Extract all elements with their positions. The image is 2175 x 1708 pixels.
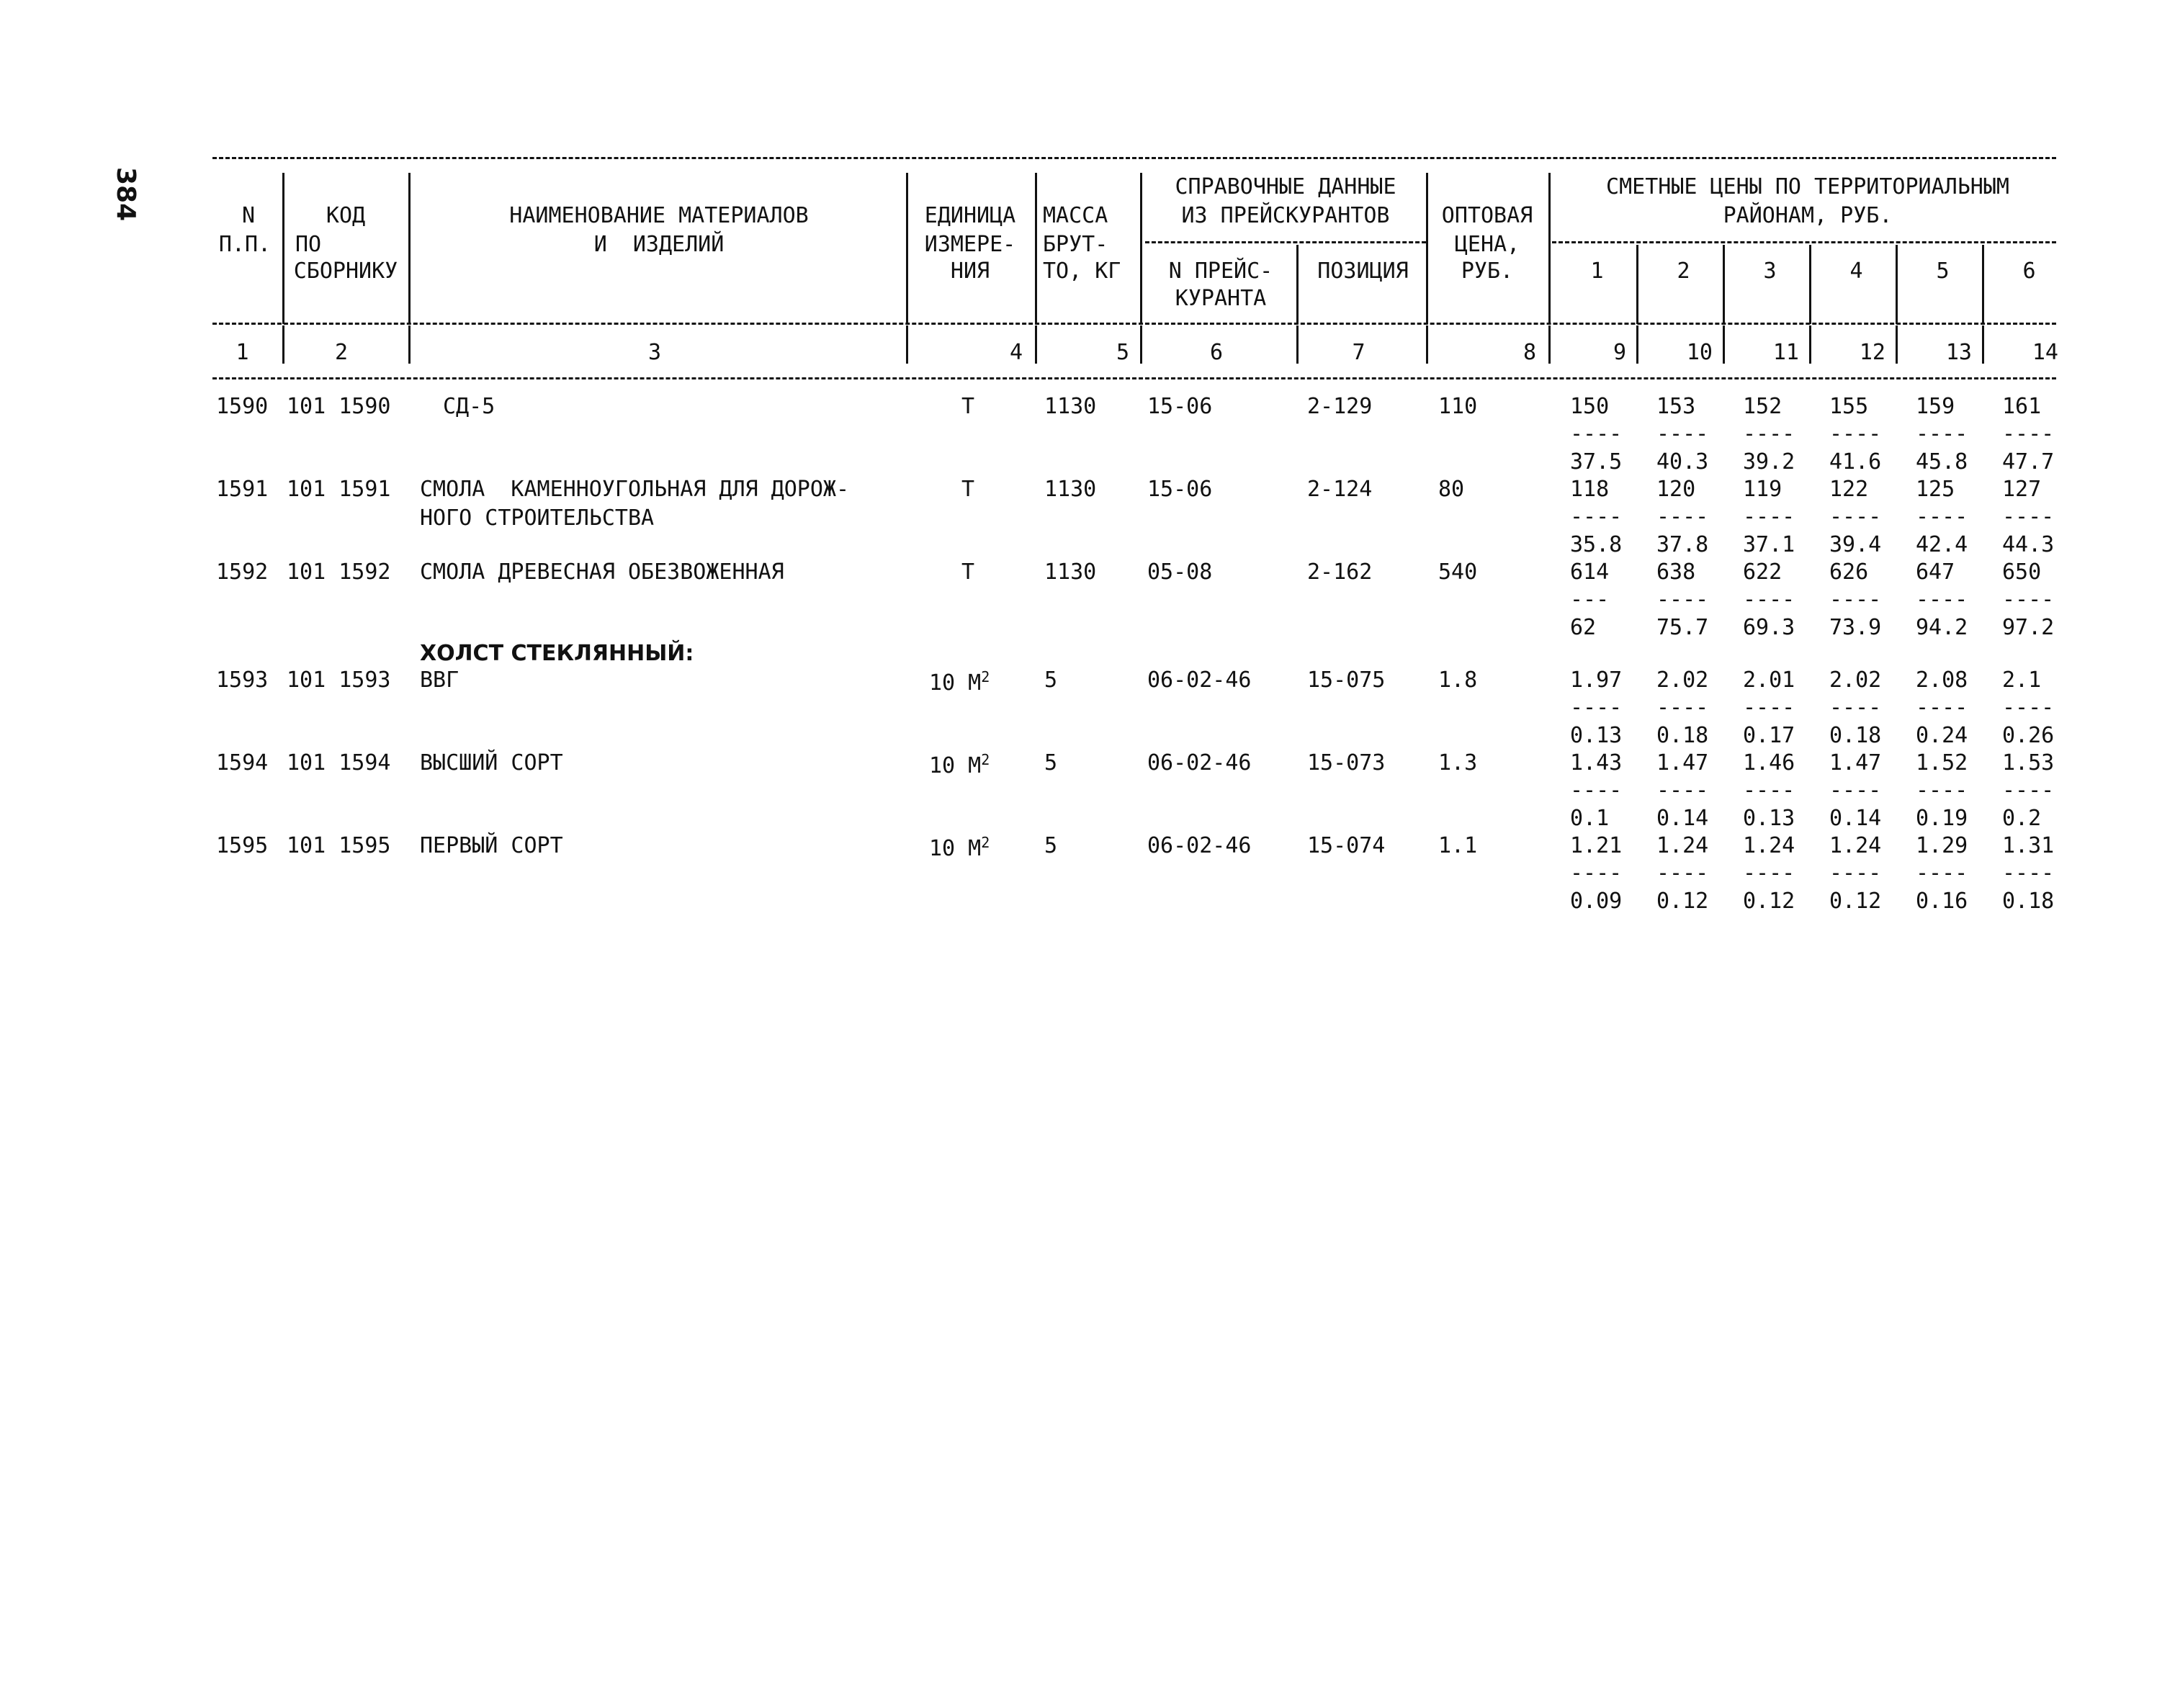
region-price-transport: 0.24 [1916, 723, 1968, 748]
row-pricelist: 05-08 [1147, 559, 1213, 585]
region-price: 122 [1829, 477, 1869, 502]
region-price-separator: ---- [1656, 421, 1709, 446]
region-price-separator: ---- [1570, 504, 1623, 529]
region-price: 1.53 [2002, 750, 2055, 776]
region-price-separator: ---- [1829, 421, 1882, 446]
region-price-transport: 0.18 [2002, 889, 2055, 914]
row-number: 1595 [216, 833, 269, 858]
region-price: 1.47 [1656, 750, 1709, 776]
region-price-separator: ---- [1656, 695, 1709, 720]
region-price-separator: ---- [2002, 695, 2055, 720]
region-price-transport: 0.26 [2002, 723, 2055, 748]
header-bottom-rule [212, 377, 2056, 379]
region-price: 1.43 [1570, 750, 1623, 776]
header-col4-line3: НИЯ [950, 259, 990, 284]
region-price-separator: ---- [1829, 778, 1882, 803]
row-mass: 5 [1044, 668, 1058, 693]
row-name: ПЕРВЫЙ СОРТ [420, 833, 563, 858]
header-col6-line1: N ПРЕЙС- [1168, 259, 1273, 284]
column-number: 6 [1209, 340, 1224, 365]
region-price-separator: ---- [1916, 421, 1968, 446]
region-price: 650 [2002, 559, 2042, 585]
row-wholesale: 80 [1438, 477, 1465, 502]
row-unit [929, 835, 990, 860]
header-col8-line1: ОПТОВАЯ [1441, 203, 1533, 228]
row-unit-text: Т [961, 559, 975, 585]
region-price: 152 [1743, 394, 1782, 419]
region-price-transport: 41.6 [1829, 449, 1882, 475]
page-number: 384 [111, 167, 140, 222]
table-divider [1809, 245, 1811, 324]
region-price-transport: 37.8 [1656, 532, 1709, 557]
table-divider [1548, 325, 1551, 364]
row-position: 2-124 [1307, 477, 1373, 502]
column-number: 1 [236, 340, 249, 365]
region-price-transport: 37.1 [1743, 532, 1795, 557]
region-price: 2.1 [2002, 668, 2042, 693]
row-unit [929, 752, 990, 777]
header-regions-line1: СМЕТНЫЕ ЦЕНЫ ПО ТЕРРИТОРИАЛЬНЫМ [1606, 174, 2009, 199]
region-price-transport: 0.14 [1829, 806, 1882, 831]
row-name: НОГО СТРОИТЕЛЬСТВА [420, 505, 655, 531]
region-price: 1.24 [1829, 833, 1882, 858]
region-price: 1.52 [1916, 750, 1968, 776]
region-price: 1.97 [1570, 668, 1623, 693]
column-number: 4 [1009, 340, 1023, 365]
row-wholesale: 1.8 [1438, 668, 1478, 693]
table-divider [1035, 173, 1037, 324]
row-wholesale: 1.3 [1438, 750, 1478, 776]
region-price: 2.02 [1829, 668, 1882, 693]
row-name: ВЫСШИЙ СОРТ [420, 750, 563, 776]
region-price-separator: ---- [1570, 778, 1623, 803]
region-price-transport: 0.16 [1916, 889, 1968, 914]
header-col3-line1: НАИМЕНОВАНИЕ МАТЕРИАЛОВ [509, 203, 809, 228]
row-code: 101 1590 [287, 394, 391, 419]
region-price: 638 [1656, 559, 1696, 585]
regions-rule [1552, 241, 2056, 243]
region-price-transport: 44.3 [2002, 532, 2055, 557]
table-divider [1140, 173, 1142, 324]
row-unit-text: 10 М [929, 753, 982, 778]
region-price-transport: 39.2 [1743, 449, 1795, 475]
row-pricelist: 15-06 [1147, 477, 1213, 502]
region-price-separator: ---- [2002, 587, 2055, 612]
region-price-transport: 0.09 [1570, 889, 1623, 914]
region-price-separator: ---- [1743, 778, 1795, 803]
column-number: 14 [2032, 340, 2058, 365]
region-price-transport: 0.1 [1570, 806, 1610, 831]
header-col2-line1: КОД [326, 203, 366, 228]
region-price-transport: 47.7 [2002, 449, 2055, 475]
region-price-separator: ---- [1916, 778, 1968, 803]
table-divider [906, 325, 908, 364]
region-price-separator: ---- [1916, 504, 1968, 529]
region-price: 1.47 [1829, 750, 1882, 776]
header-col5-line3: ТО, КГ [1043, 259, 1121, 284]
region-price-transport: 73.9 [1829, 615, 1882, 640]
row-wholesale: 110 [1438, 394, 1478, 419]
header-col8-line2: ЦЕНА, [1454, 232, 1520, 257]
header-region-number: 3 [1763, 259, 1777, 284]
row-number: 1594 [216, 750, 269, 776]
header-col5-line2: БРУТ- [1043, 232, 1108, 257]
region-price: 2.02 [1656, 668, 1709, 693]
region-price-transport: 94.2 [1916, 615, 1968, 640]
header-col1-line2: П.П. [218, 232, 272, 257]
table-divider [1636, 245, 1638, 324]
row-mass: 5 [1044, 833, 1058, 858]
region-price-separator: ---- [1916, 587, 1968, 612]
section-title: ХОЛСТ СТЕКЛЯННЫЙ: [420, 641, 694, 666]
table-divider [1426, 325, 1428, 364]
region-price-transport: 0.2 [2002, 806, 2042, 831]
group67-rule [1145, 241, 1426, 243]
header-region-number: 2 [1677, 259, 1690, 284]
region-price-transport: 0.18 [1656, 723, 1709, 748]
region-price-separator: ---- [1916, 860, 1968, 886]
row-wholesale: 540 [1438, 559, 1478, 585]
region-price-separator: ---- [2002, 860, 2055, 886]
region-price-transport: 37.5 [1570, 449, 1623, 475]
region-price: 1.24 [1656, 833, 1709, 858]
region-price: 127 [2002, 477, 2042, 502]
row-pricelist: 06-02-46 [1147, 833, 1252, 858]
row-mass: 1130 [1044, 394, 1097, 419]
region-price-separator: ---- [1743, 587, 1795, 612]
region-price-separator: ---- [1570, 695, 1623, 720]
region-price-separator: ---- [1829, 860, 1882, 886]
region-price: 622 [1743, 559, 1782, 585]
column-number: 2 [334, 340, 349, 365]
header-group67-line2: ИЗ ПРЕЙСКУРАНТОВ [1181, 203, 1390, 228]
region-price: 614 [1570, 559, 1610, 585]
table-divider [906, 173, 908, 324]
row-pricelist: 06-02-46 [1147, 750, 1252, 776]
region-price-separator: ---- [1829, 504, 1882, 529]
row-number: 1593 [216, 668, 269, 693]
header-region-number: 6 [2022, 259, 2036, 284]
region-price-transport: 35.8 [1570, 532, 1623, 557]
table-divider [408, 173, 411, 324]
header-regions-line2: РАЙОНАМ, РУБ. [1723, 203, 1893, 228]
region-price: 125 [1916, 477, 1955, 502]
region-price: 120 [1656, 477, 1696, 502]
row-name: СМОЛА КАМЕННОУГОЛЬНАЯ ДЛЯ ДОРОЖ- [420, 477, 850, 502]
row-code: 101 1593 [287, 668, 391, 693]
region-price-transport: 39.4 [1829, 532, 1882, 557]
region-price: 118 [1570, 477, 1610, 502]
region-price-separator: ---- [1570, 421, 1623, 446]
header-col4-line1: ЕДИНИЦА [924, 203, 1016, 228]
row-code: 101 1594 [287, 750, 391, 776]
row-number: 1592 [216, 559, 269, 585]
region-price-separator: ---- [1743, 860, 1795, 886]
region-price-transport: 69.3 [1743, 615, 1795, 640]
table-divider [1896, 245, 1898, 324]
header-col2-line3: СБОРНИКУ [293, 259, 398, 284]
region-price: 626 [1829, 559, 1869, 585]
header-region-number: 1 [1590, 259, 1604, 284]
header-group67-line1: СПРАВОЧНЫЕ ДАННЫЕ [1175, 174, 1396, 199]
region-price-separator: --- [1570, 587, 1610, 612]
row-number: 1591 [216, 477, 269, 502]
row-position: 2-129 [1307, 394, 1373, 419]
row-unit-text: 10 М [929, 670, 982, 696]
region-price-separator: ---- [2002, 421, 2055, 446]
region-price-separator: ---- [1656, 587, 1709, 612]
region-price-separator: ---- [1570, 860, 1623, 886]
row-name: ВВГ [420, 668, 459, 693]
header-col5-line1: МАССА [1043, 203, 1108, 228]
column-number: 10 [1686, 340, 1713, 365]
row-position: 15-075 [1307, 668, 1386, 693]
region-price: 161 [2002, 394, 2042, 419]
row-name: СМОЛА ДРЕВЕСНАЯ ОБЕЗВОЖЕННАЯ [420, 559, 784, 585]
region-price-transport: 0.12 [1829, 889, 1882, 914]
region-price-transport: 0.17 [1743, 723, 1795, 748]
row-position: 15-073 [1307, 750, 1386, 776]
region-price: 1.46 [1743, 750, 1795, 776]
row-unit-text: 10 М [929, 836, 982, 861]
row-number: 1590 [216, 394, 269, 419]
region-price-transport: 42.4 [1916, 532, 1968, 557]
region-price-transport: 0.13 [1570, 723, 1623, 748]
row-unit-superscript: 2 [981, 751, 990, 768]
header-top-rule [212, 157, 2056, 159]
region-price-transport: 0.13 [1743, 806, 1795, 831]
region-price: 2.01 [1743, 668, 1795, 693]
row-pricelist: 06-02-46 [1147, 668, 1252, 693]
region-price-separator: ---- [1656, 778, 1709, 803]
table-divider [1140, 325, 1142, 364]
header-col7: ПОЗИЦИЯ [1317, 259, 1409, 284]
row-unit-superscript: 2 [981, 834, 990, 851]
header-col1-line1: N [241, 203, 256, 228]
region-price-transport: 62 [1570, 615, 1597, 640]
header-col2-line2: ПО [295, 232, 322, 257]
header-region-number: 4 [1849, 259, 1863, 284]
region-price-separator: ---- [1743, 504, 1795, 529]
table-divider [282, 173, 284, 324]
row-unit-text: Т [961, 477, 975, 502]
table-divider [1296, 245, 1299, 324]
region-price: 647 [1916, 559, 1955, 585]
region-price-transport: 97.2 [2002, 615, 2055, 640]
region-price: 1.24 [1743, 833, 1795, 858]
column-number: 5 [1116, 340, 1129, 365]
region-price-separator: ---- [2002, 504, 2055, 529]
table-divider [1296, 325, 1299, 364]
header-col6-line2: КУРАНТА [1175, 286, 1267, 311]
column-number: 9 [1613, 340, 1626, 365]
row-code: 101 1595 [287, 833, 391, 858]
table-divider [1548, 173, 1551, 324]
column-number: 12 [1859, 340, 1885, 365]
header-col8-line3: РУБ. [1461, 259, 1514, 284]
region-price-transport: 45.8 [1916, 449, 1968, 475]
region-price: 1.31 [2002, 833, 2055, 858]
region-price-transport: 0.12 [1743, 889, 1795, 914]
row-unit [961, 559, 975, 585]
region-price-separator: ---- [1743, 695, 1795, 720]
row-wholesale: 1.1 [1438, 833, 1478, 858]
region-price-separator: ---- [1743, 421, 1795, 446]
header-col4-line2: ИЗМЕРЕ- [924, 232, 1016, 257]
region-price: 155 [1829, 394, 1869, 419]
region-price: 1.21 [1570, 833, 1623, 858]
row-unit [929, 670, 990, 694]
region-price: 1.29 [1916, 833, 1968, 858]
region-price-transport: 0.14 [1656, 806, 1709, 831]
row-code: 101 1591 [287, 477, 391, 502]
row-position: 2-162 [1307, 559, 1373, 585]
region-price-transport: 0.18 [1829, 723, 1882, 748]
column-number: 11 [1772, 340, 1799, 365]
region-price: 119 [1743, 477, 1782, 502]
region-price: 159 [1916, 394, 1955, 419]
region-price-separator: ---- [2002, 778, 2055, 803]
row-position: 15-074 [1307, 833, 1386, 858]
region-price: 2.08 [1916, 668, 1968, 693]
row-unit [961, 396, 974, 418]
region-price-separator: ---- [1656, 860, 1709, 886]
column-number: 7 [1352, 340, 1365, 365]
row-unit [961, 479, 974, 500]
row-mass: 1130 [1044, 559, 1097, 585]
row-code: 101 1592 [287, 559, 391, 585]
row-mass: 1130 [1044, 477, 1097, 502]
table-divider [408, 325, 411, 364]
row-unit-superscript: 2 [981, 668, 990, 686]
table-divider [1723, 245, 1725, 324]
header-col3-line2: И ИЗДЕЛИЙ [593, 232, 725, 257]
column-number: 8 [1522, 340, 1536, 365]
header-region-number: 5 [1936, 259, 1950, 284]
region-price-transport: 40.3 [1656, 449, 1709, 475]
region-price-transport: 75.7 [1656, 615, 1709, 640]
row-unit-text: Т [961, 394, 975, 419]
row-name: СД-5 [443, 394, 495, 419]
column-number: 13 [1945, 340, 1972, 365]
region-price-transport: 0.19 [1916, 806, 1968, 831]
region-price-separator: ---- [1829, 695, 1882, 720]
region-price-transport: 0.12 [1656, 889, 1709, 914]
table-divider [1426, 173, 1428, 324]
row-mass: 5 [1044, 750, 1058, 776]
header-mid-rule [212, 323, 2056, 325]
region-price: 150 [1570, 394, 1610, 419]
row-pricelist: 15-06 [1147, 394, 1213, 419]
table-divider [1982, 245, 1984, 324]
region-price: 153 [1656, 394, 1696, 419]
column-number: 3 [647, 340, 662, 365]
region-price-separator: ---- [1829, 587, 1882, 612]
region-price-separator: ---- [1656, 504, 1709, 529]
region-price-separator: ---- [1916, 695, 1968, 720]
